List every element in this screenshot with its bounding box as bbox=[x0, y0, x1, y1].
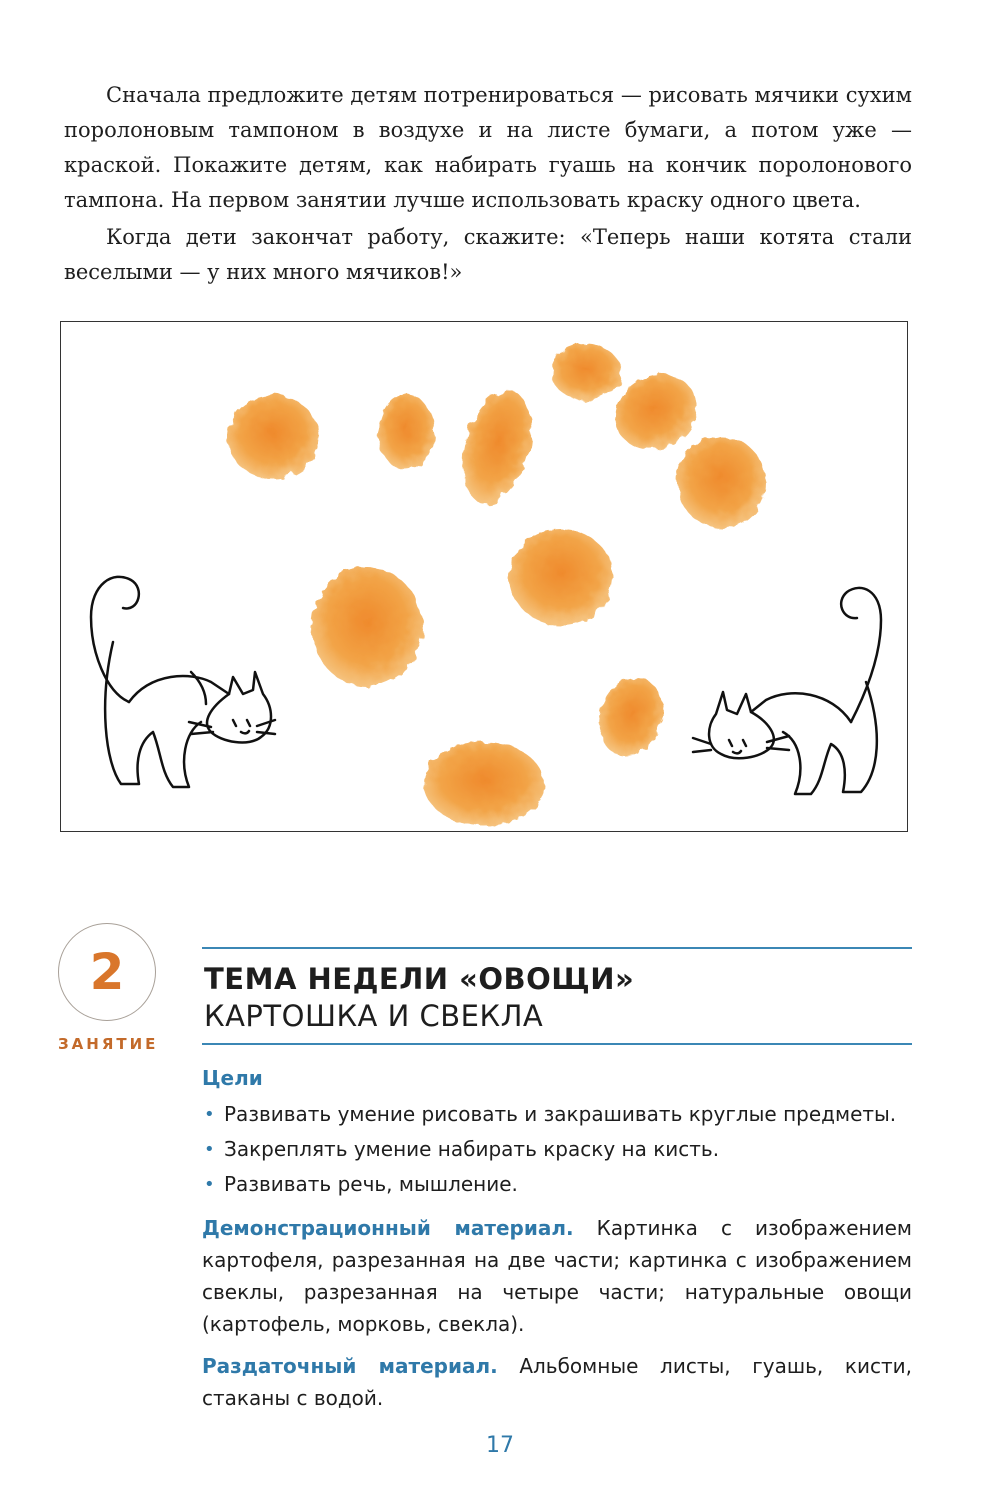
paint-dot bbox=[424, 742, 544, 826]
goals-title: Цели bbox=[202, 1066, 263, 1090]
paint-dot bbox=[451, 383, 543, 512]
demo-material-text: Картинка с изображением картофеля, разрезанная на две части; картинка с изображением свеклы, разрезанная на четыре части; натуральные овощи (картофель, морковь, свекла). bbox=[202, 1216, 912, 1336]
illustration bbox=[61, 322, 908, 832]
handout-material bbox=[202, 1350, 912, 1414]
page-number: 17 bbox=[486, 1433, 514, 1458]
cat-left-icon bbox=[91, 577, 275, 787]
paint-dot bbox=[509, 529, 613, 625]
demo-material-title: Демонстрационный материал. bbox=[202, 1216, 574, 1240]
goal-text: Развивать речь, мышление. bbox=[224, 1172, 518, 1196]
goal-item bbox=[202, 1167, 912, 1202]
goal-item bbox=[202, 1097, 912, 1132]
paint-dot bbox=[677, 436, 765, 528]
lesson-subtitle: КАРТОШКА И СВЕКЛА bbox=[204, 999, 544, 1033]
paint-dot bbox=[227, 395, 319, 479]
lesson-content bbox=[202, 1063, 912, 1414]
intro-paragraph: Сначала предложите детям потренироваться — рисовать мячики сухим поролоновым тампоном в воздухе и на листе бумаги, а потом уже — краской. Покажите детям, как набирать гуашь на кончик поролонового тампона. На первом занятии лучше использовать краску одного цвета. bbox=[64, 83, 912, 212]
goal-text: Закреплять умение набирать краску на кисть. bbox=[224, 1137, 720, 1161]
lesson-number: 2 bbox=[58, 923, 156, 1021]
bullet-icon: • bbox=[204, 1139, 215, 1160]
bullet-icon: • bbox=[204, 1104, 215, 1125]
intro-text bbox=[64, 78, 912, 292]
lesson-heading bbox=[204, 960, 912, 1034]
divider-top bbox=[202, 947, 912, 949]
paint-dot bbox=[589, 669, 673, 765]
demo-material bbox=[202, 1212, 912, 1340]
paint-dot bbox=[378, 394, 434, 470]
illustration-frame bbox=[60, 321, 908, 832]
divider-bottom bbox=[202, 1043, 912, 1045]
lesson-badge bbox=[58, 923, 162, 1053]
paint-dot bbox=[551, 344, 621, 400]
paint-dot bbox=[312, 567, 422, 687]
handout-material-text: Альбомные листы, гуашь, кисти, стаканы с водой. bbox=[202, 1354, 912, 1410]
goal-text: Развивать умение рисовать и закрашивать круглые предметы. bbox=[224, 1102, 897, 1126]
bullet-icon: • bbox=[204, 1174, 215, 1195]
lesson-theme: ТЕМА НЕДЕЛИ «ОВОЩИ» bbox=[204, 962, 635, 996]
handout-material-title: Раздаточный материал. bbox=[202, 1354, 498, 1378]
intro-paragraph: Когда дети закончат работу, скажите: «Теперь наши котята стали веселыми — у них много мячиков!» bbox=[64, 225, 912, 284]
paint-dots bbox=[227, 344, 765, 826]
lesson-label: ЗАНЯТИЕ bbox=[58, 1035, 159, 1053]
goal-item bbox=[202, 1132, 912, 1167]
cat-right-icon bbox=[693, 588, 881, 794]
